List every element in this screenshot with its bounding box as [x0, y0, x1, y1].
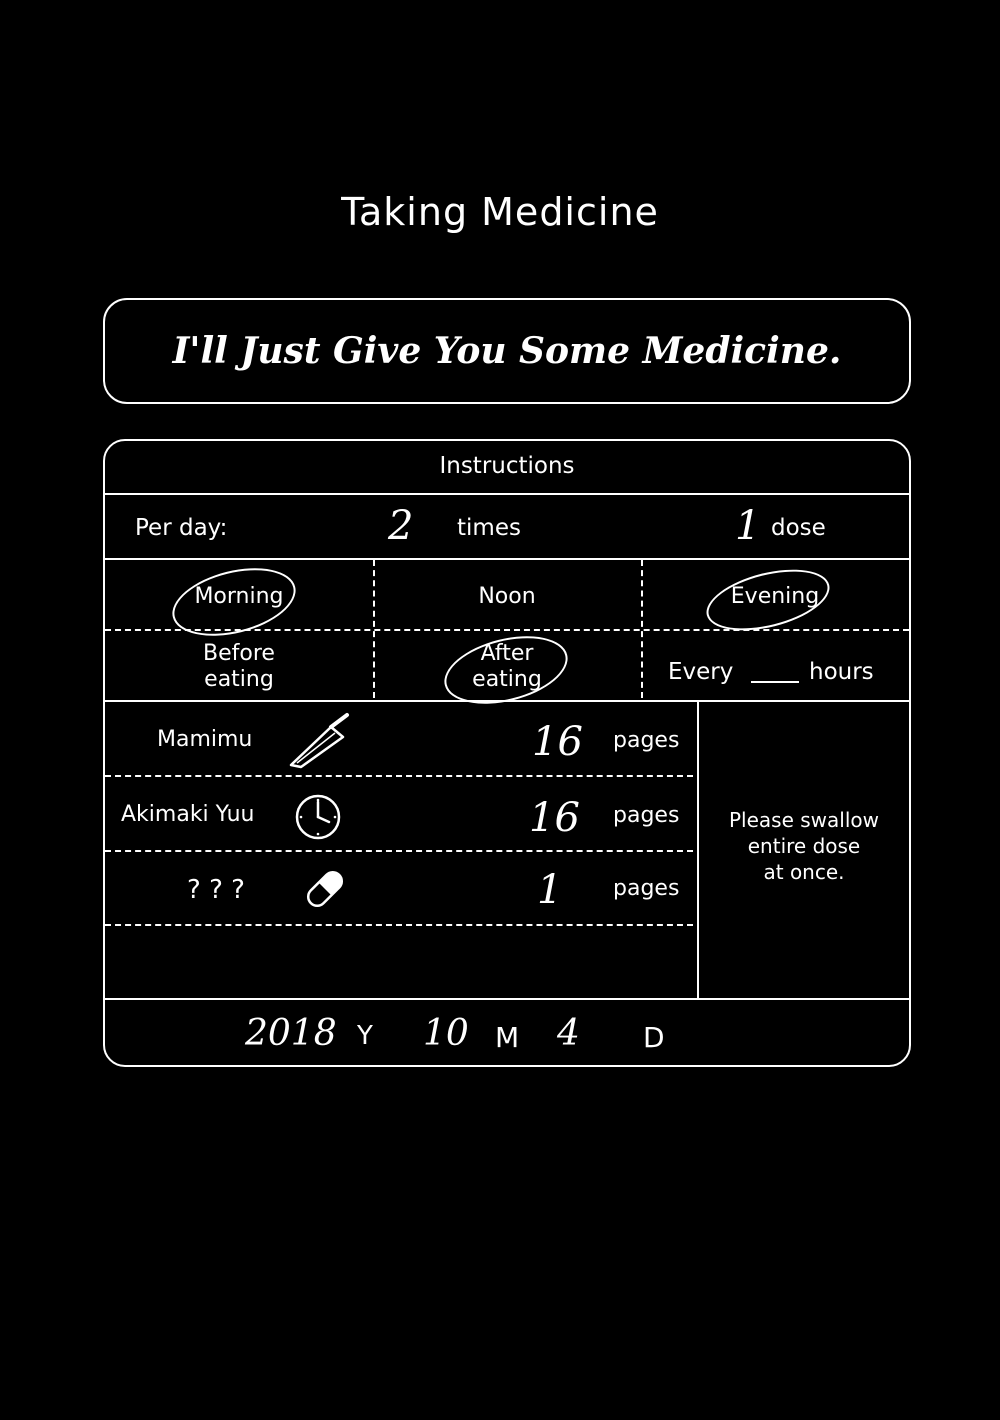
dose-name: Akimaki Yuu: [121, 802, 255, 827]
note-line: at once.: [763, 860, 845, 884]
day-value: 4: [557, 1013, 580, 1054]
before-eating-label-2: eating: [204, 667, 274, 692]
morning-circle: [165, 557, 302, 648]
evening-label: Evening: [730, 584, 820, 609]
month-value: 10: [423, 1013, 469, 1054]
per-day-label: Per day:: [135, 515, 228, 541]
after-eating-label-2: eating: [472, 667, 542, 692]
divider: [105, 493, 909, 495]
dose-value: 16: [529, 795, 580, 841]
month-label: M: [495, 1021, 520, 1054]
dose-value: 16: [532, 719, 583, 765]
times-label: times: [457, 515, 521, 541]
note-line: Please swallow: [729, 808, 879, 832]
clock-icon: [294, 793, 342, 841]
day-label: D: [643, 1021, 665, 1054]
dose-value: 1: [537, 867, 563, 913]
year-value: 2018: [245, 1013, 337, 1054]
times-value: 2: [388, 503, 414, 549]
noon-label: Noon: [478, 584, 536, 609]
dose-label: dose: [771, 515, 826, 541]
divider: [105, 998, 909, 1000]
swallow-note: [699, 807, 909, 885]
divider: [105, 850, 693, 852]
divider: [105, 700, 909, 702]
pill-icon: [301, 865, 349, 913]
morning-label: Morning: [194, 584, 284, 609]
dose-name: ? ? ?: [187, 875, 245, 905]
year-label: Y: [357, 1021, 373, 1051]
before-eating-label-1: Before: [203, 641, 275, 666]
banner: [103, 298, 911, 404]
after-eating-label-1: After: [480, 641, 534, 666]
every-label: Every: [668, 659, 734, 685]
dose-name: Mamimu: [157, 727, 253, 752]
hours-blank: [751, 681, 799, 683]
knife-icon: [287, 713, 351, 769]
prescription-card: [103, 439, 911, 1067]
page-title: Taking Medicine: [341, 190, 659, 234]
divider: [105, 558, 909, 560]
banner-text: I'll Just Give You Some Medicine.: [172, 330, 842, 372]
dose-unit: pages: [613, 728, 680, 753]
divider: [105, 775, 693, 777]
dose-value: 1: [735, 503, 761, 549]
instructions-header: Instructions: [439, 453, 575, 479]
divider: [105, 924, 693, 926]
dose-unit: pages: [613, 876, 680, 901]
hours-label: hours: [809, 659, 874, 685]
dose-unit: pages: [613, 803, 680, 828]
note-line: entire dose: [747, 834, 861, 858]
